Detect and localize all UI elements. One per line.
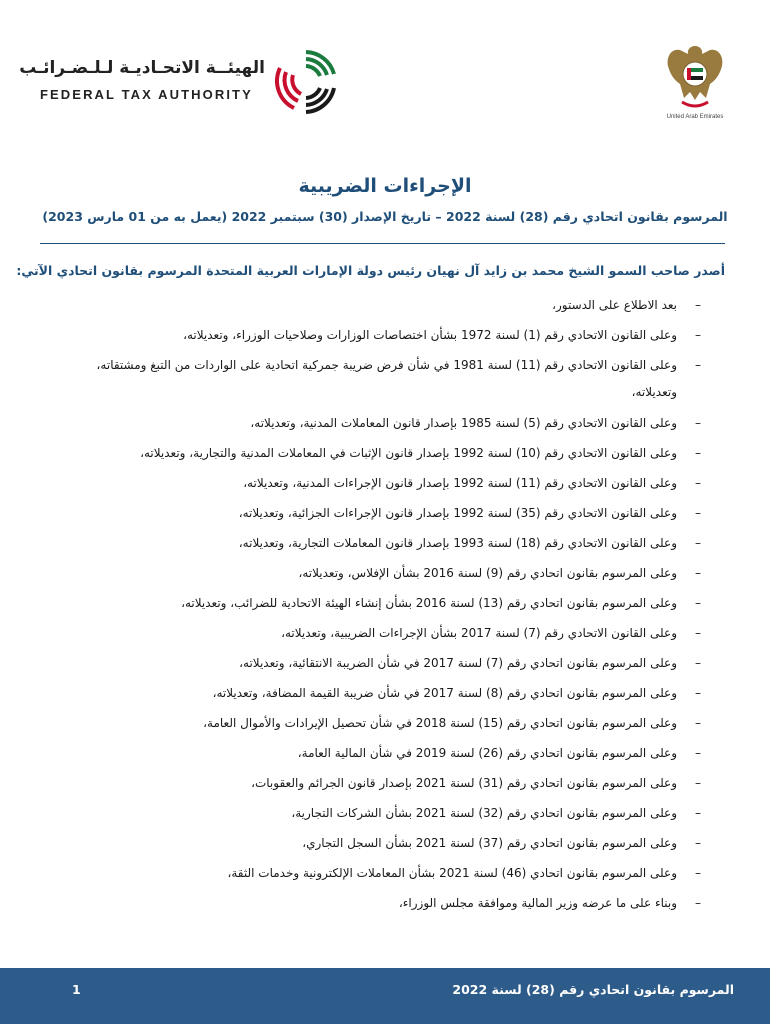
preamble-item <box>60 738 705 768</box>
dash-bullet: – <box>695 476 701 490</box>
dash-bullet: – <box>695 416 701 430</box>
preamble-item-text: وعلى المرسوم بقانون اتحادي رقم (31) لسنة 2021 بإصدار قانون الجرائم والعقوبات، <box>251 776 677 790</box>
fta-arabic-name: الهيئــة الاتحـاديـة لـلـضـرائـب <box>19 58 265 78</box>
preamble-item <box>60 528 705 558</box>
preamble-item-text: وعلى القانون الاتحادي رقم (7) لسنة 2017 بشأن الإجراءات الضريبية، وتعديلاته، <box>281 626 677 640</box>
preamble-item-text: وعلى القانون الاتحادي رقم (18) لسنة 1993 بإصدار قانون المعاملات التجارية، وتعديلاته، <box>238 536 677 550</box>
preamble-item-text: وعلى القانون الاتحادي رقم (1) لسنة 1972 بشأن اختصاصات الوزارات وصلاحيات الوزراء، وتعديلاته، <box>183 328 677 342</box>
preamble-item-text: وعلى المرسوم بقانون اتحادي رقم (32) لسنة 2021 بشأن الشركات التجارية، <box>291 806 677 820</box>
uae-emblem <box>660 40 730 125</box>
preamble-item <box>60 858 705 888</box>
dash-bullet: – <box>695 896 701 910</box>
preamble-item-text: وعلى المرسوم بقانون اتحادي رقم (8) لسنة 2017 في شأن ضريبة القيمة المضافة، وتعديلاته، <box>212 686 677 700</box>
dash-bullet: – <box>695 716 701 730</box>
preamble-item <box>60 828 705 858</box>
dash-bullet: – <box>695 686 701 700</box>
uae-caption: United Arab Emirates <box>666 114 724 120</box>
dash-bullet: – <box>695 298 701 312</box>
fta-emblem-icon <box>272 48 340 116</box>
preamble-item <box>60 408 705 438</box>
preamble-list <box>60 290 705 918</box>
preamble-item-text: وعلى القانون الاتحادي رقم (11) لسنة 1981 في شأن فرض ضريبة جمركية اتحادية على الواردات من التبغ ومشتقاته، وتعديلاته، <box>96 358 677 399</box>
preamble-item-text: وعلى المرسوم بقانون اتحادي رقم (7) لسنة 2017 في شأن الضريبة الانتقائية، وتعديلاته، <box>239 656 677 670</box>
preamble-item-text: وعلى القانون الاتحادي رقم (10) لسنة 1992 بإصدار قانون الإثبات في المعاملات المدنية والتجارية، وتعديلاته، <box>140 446 677 460</box>
preamble-item-text: وعلى المرسوم بقانون اتحادي رقم (37) لسنة 2021 بشأن السجل التجاري، <box>302 836 677 850</box>
preamble-item-text: وعلى القانون الاتحادي رقم (11) لسنة 1992 بإصدار قانون الإجراءات المدنية، وتعديلاته، <box>243 476 677 490</box>
preamble-item <box>60 648 705 678</box>
preamble-item-text: وعلى المرسوم بقانون اتحادي رقم (15) لسنة 2018 في شأن تحصيل الإيرادات والأموال العامة، <box>203 716 677 730</box>
preamble-item-text: وعلى القانون الاتحادي رقم (5) لسنة 1985 بإصدار قانون المعاملات المدنية، وتعديلاته، <box>250 416 677 430</box>
dash-bullet: – <box>695 776 701 790</box>
preamble-item <box>60 320 705 350</box>
footer-decree-title: المرسوم بقانون اتحادي رقم (28) لسنة 2022 <box>452 982 734 997</box>
preamble-item <box>60 558 705 588</box>
preamble-item <box>60 588 705 618</box>
preamble-item-text: وعلى المرسوم بقانون اتحادي رقم (13) لسنة 2016 بشأن إنشاء الهيئة الاتحادية للضرائب، وتعديلاته، <box>181 596 677 610</box>
preamble-item <box>60 438 705 468</box>
dash-bullet: – <box>695 806 701 820</box>
dash-bullet: – <box>695 596 701 610</box>
dash-bullet: – <box>695 626 701 640</box>
page-number: 1 <box>72 982 81 997</box>
preamble-item <box>60 708 705 738</box>
title-divider <box>40 243 725 244</box>
dash-bullet: – <box>695 328 701 342</box>
preamble-item <box>60 618 705 648</box>
fta-english-name: FEDERAL TAX AUTHORITY <box>40 87 253 102</box>
page-header <box>0 0 770 140</box>
preamble-item-text: وعلى المرسوم بقانون اتحادي (46) لسنة 2021 بشأن المعاملات الإلكترونية وخدمات الثقة، <box>227 866 677 880</box>
dash-bullet: – <box>695 446 701 460</box>
preamble-item <box>60 350 705 408</box>
dash-bullet: – <box>695 358 701 372</box>
dash-bullet: – <box>695 536 701 550</box>
dash-bullet: – <box>695 866 701 880</box>
dash-bullet: – <box>695 566 701 580</box>
dash-bullet: – <box>695 506 701 520</box>
preamble-item <box>60 888 705 918</box>
document-subtitle: المرسوم بقانون اتحادي رقم (28) لسنة 2022 – تاريخ الإصدار (30) سبتمبر 2022 (يعمل به من 01 مارس 2023) <box>42 209 728 224</box>
preamble-item <box>60 468 705 498</box>
preamble-item <box>60 678 705 708</box>
preamble-item-text: وعلى المرسوم بقانون اتحادي رقم (9) لسنة 2016 بشأن الإفلاس، وتعديلاته، <box>298 566 677 580</box>
document-title: الإجراءات الضريبية <box>298 175 472 197</box>
falcon-emblem-icon <box>660 40 730 112</box>
preamble-item-text: وعلى القانون الاتحادي رقم (35) لسنة 1992 بإصدار قانون الإجراءات الجزائية، وتعديلاته، <box>238 506 677 520</box>
fta-logo <box>19 40 350 125</box>
preamble-item-text: بعد الاطلاع على الدستور، <box>552 298 677 312</box>
preamble-item-text: وبناء على ما عرضه وزير المالية وموافقة مجلس الوزراء، <box>398 896 677 910</box>
dash-bullet: – <box>695 656 701 670</box>
dash-bullet: – <box>695 746 701 760</box>
preamble-item <box>60 768 705 798</box>
preamble-item <box>60 798 705 828</box>
preamble-item-text: وعلى المرسوم بقانون اتحادي رقم (26) لسنة 2019 في شأن المالية العامة، <box>297 746 677 760</box>
preamble-item <box>60 498 705 528</box>
page-footer <box>0 968 770 1024</box>
preamble-item <box>60 290 705 320</box>
dash-bullet: – <box>695 836 701 850</box>
preamble-intro: أصدر صاحب السمو الشيخ محمد بن زايد آل نهيان رئيس دولة الإمارات العربية المتحدة المرسوم بقانون اتحادي الآتي: <box>16 263 725 278</box>
